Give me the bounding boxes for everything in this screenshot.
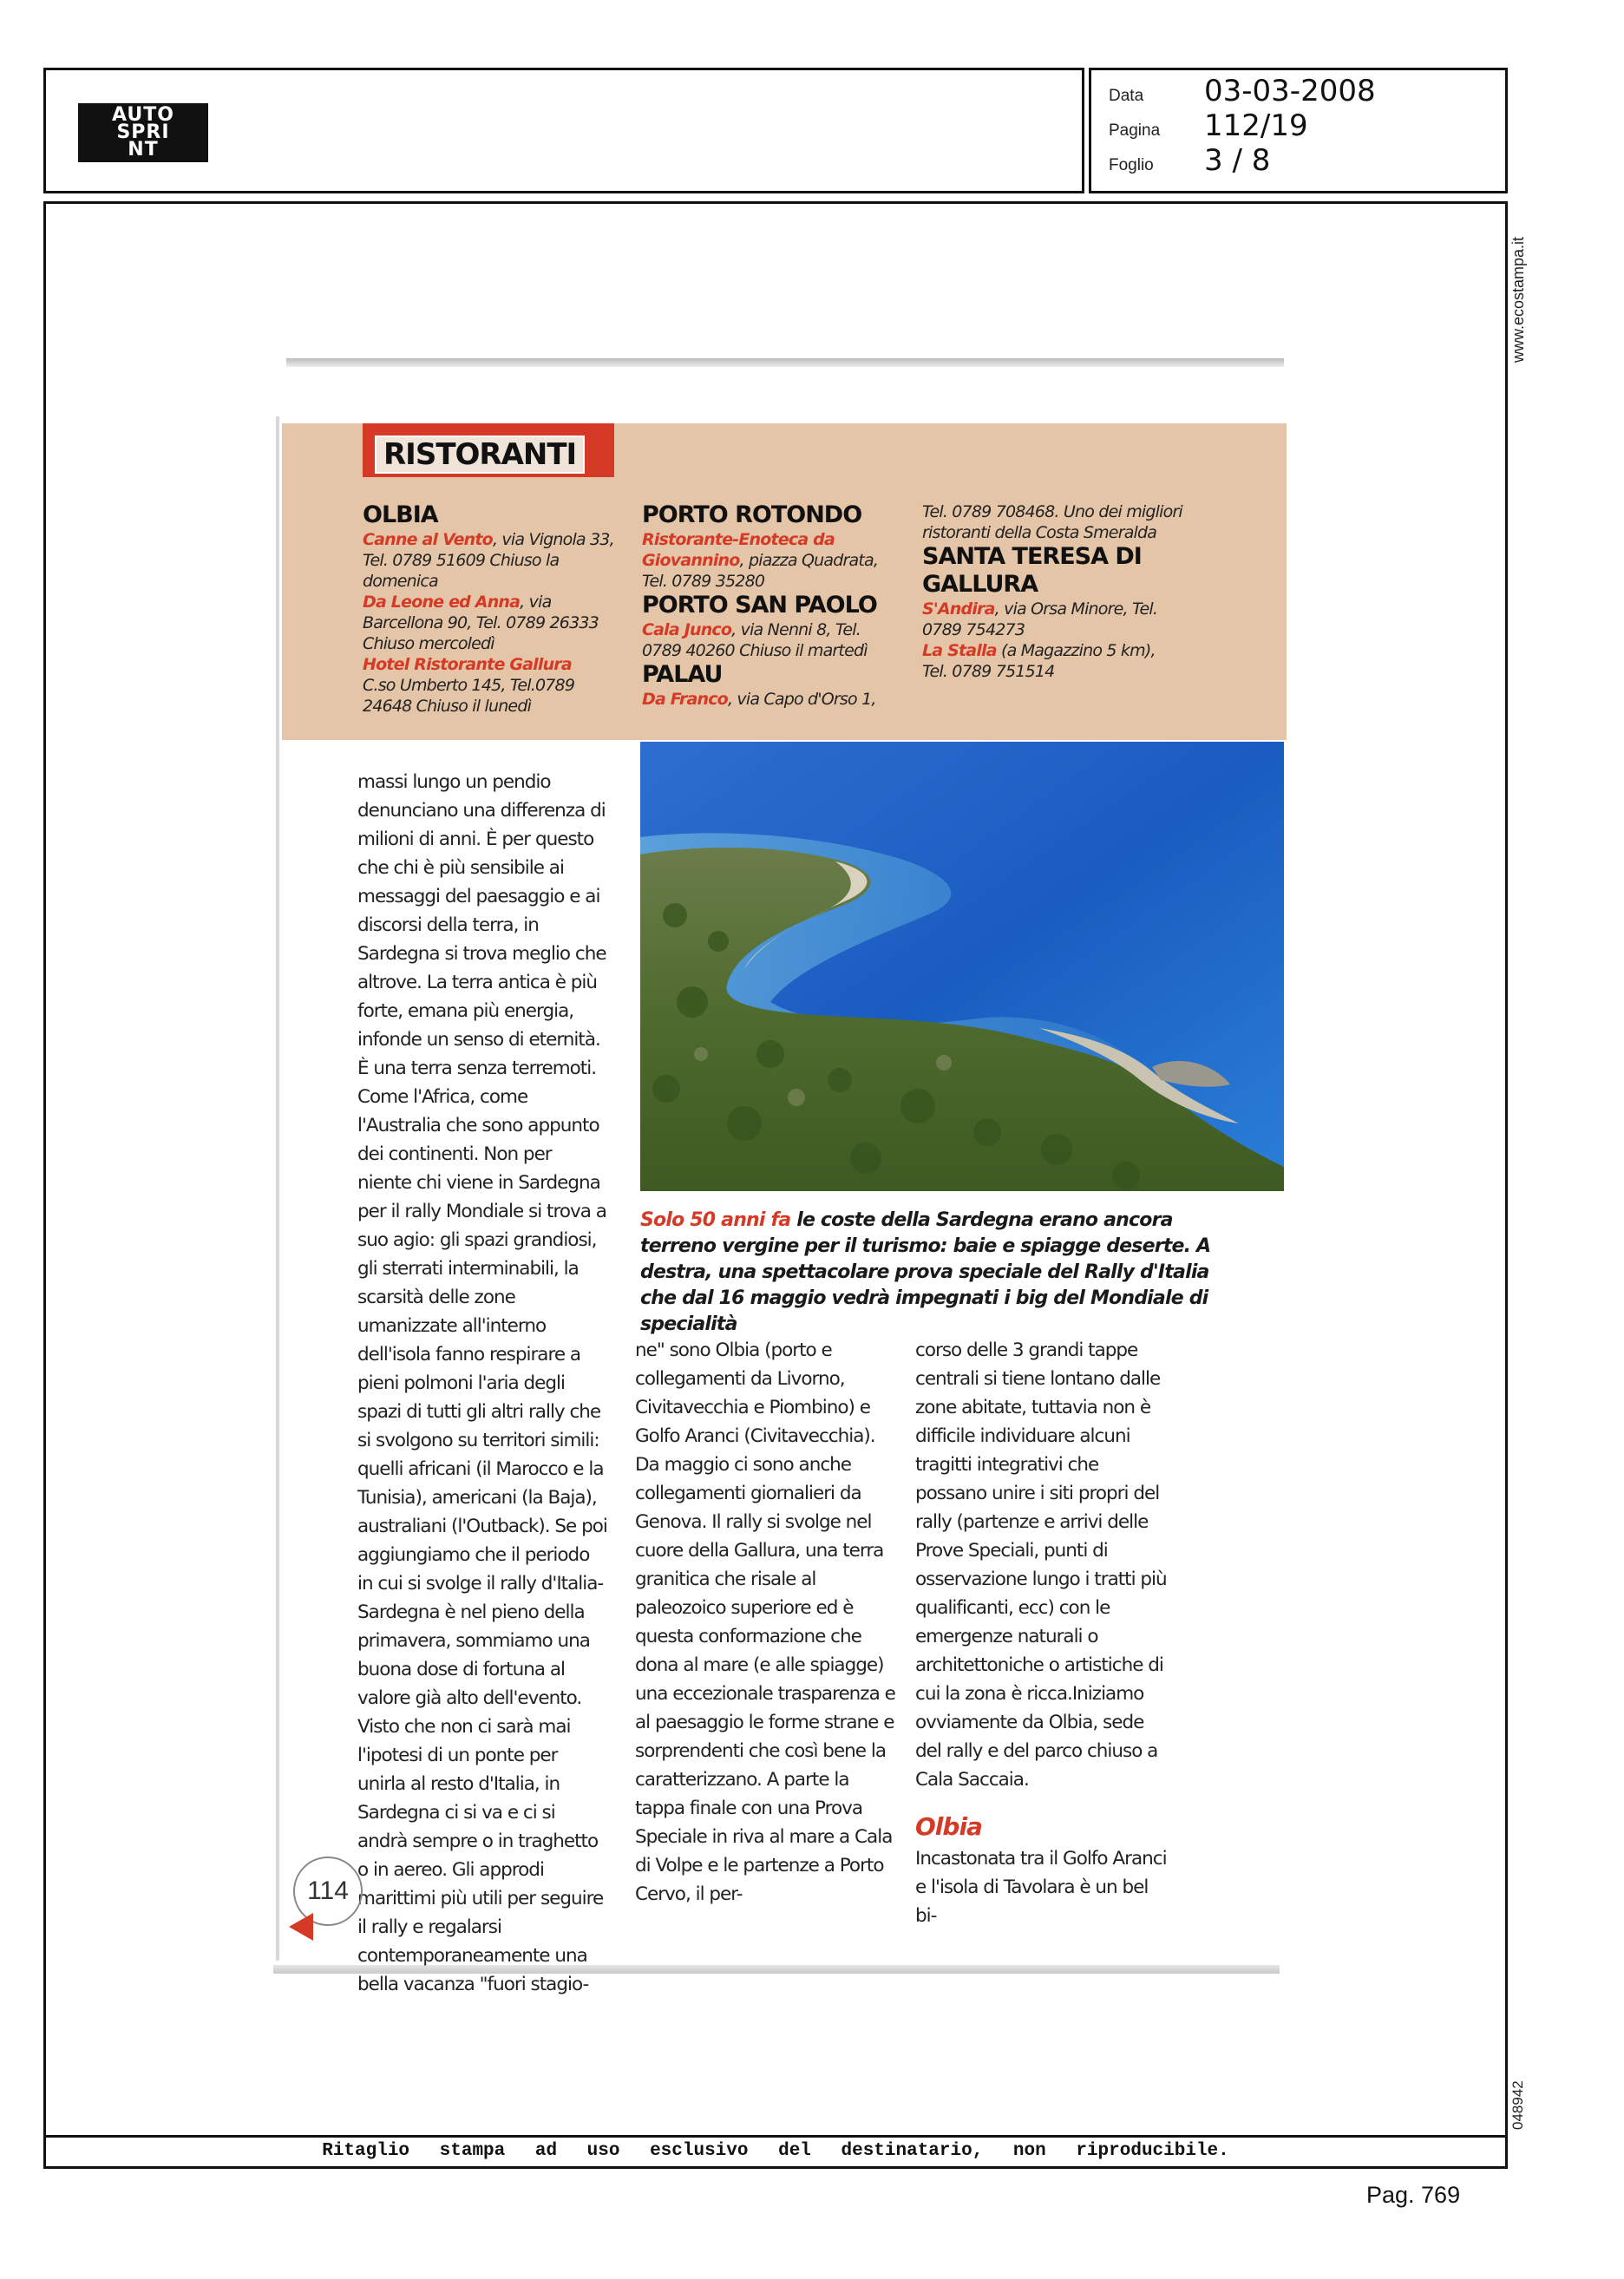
restaurant-entry	[363, 592, 623, 654]
restaurant-name: S'Andira	[922, 599, 995, 619]
restaurant-name: Hotel Ristorante Gallura	[363, 655, 572, 674]
restaurant-info: C.so Umberto 145, Tel.0789 24648 Chiuso il lunedì	[363, 676, 575, 716]
restaurant-info: , via Nenni 8, Tel. 0789 40260 Chiuso il martedì	[642, 620, 868, 660]
restaurant-entry	[922, 640, 1182, 682]
restaurant-name: Cala Junco	[642, 620, 732, 639]
meta-pagina-row	[1109, 108, 1308, 143]
page-number: 114	[293, 1857, 363, 1926]
logo-line: NT	[128, 139, 159, 160]
clipping-left-edge	[276, 416, 279, 1961]
city-heading: PORTO SAN PAOLO	[642, 592, 877, 619]
restaurant-info: , via Vignola 33, Tel. 0789 51609 Chiuso la domenica	[363, 530, 614, 591]
city-heading: PORTO ROTONDO	[642, 501, 862, 528]
page-marker-icon	[289, 1913, 313, 1941]
meta-data-row	[1109, 74, 1376, 108]
disclaimer: Ritaglio stampa ad uso esclusivo del destinatario, non riproducibile.	[322, 2141, 1229, 2161]
logo-line: SPRI	[116, 121, 170, 143]
restaurant-info: , via Capo d'Orso 1,	[727, 690, 876, 709]
restaurant-info: (a Magazzino 5 km), Tel. 0789 751514	[922, 641, 1156, 681]
data-label: Data	[1109, 87, 1144, 105]
data-value: 03-03-2008	[1204, 74, 1376, 108]
restaurant-info: , via Orsa Minore, Tel. 0789 754273	[922, 599, 1158, 639]
article-paragraph: Incastonata tra il Golfo Aranci e l'isola di Tavolara è un bel bi-	[915, 1848, 1167, 1927]
caption-highlight: Solo 50 anni fa	[640, 1209, 791, 1231]
article-paragraph: massi lungo un pendio denunciano una differenza di milioni di anni. È per questo che chi è più sensibile ai messaggi del paesaggio e ai discorsi della terra, in Sardegna si trova meglio che altrove. La terra antica è più forte, emana più energia, infonde un senso di eternità. È una terra senza terremoti. Come l'Africa, come l'Australia che sono appunto dei continenti. Non per niente chi viene in Sardegna per il rally Mondiale si trova a suo agio: gli spazi grandiosi, gli sterrati interminabili, la scarsità delle zone umanizzate all'interno dell'isola fanno respirare a pieni polmoni l'aria degli spazi di tutti gli altri rally che si svolgono su territori simili: quelli africani (il Marocco e la Tunisia), americani (la Baja), australiani (l'Outback). Se poi aggiungiamo che il periodo in cui si svolge il rally d'Italia-Sardegna è nel pieno della primavera, sommiamo una buona dose di fortuna al valore già alto dell'evento. Visto che non ci sarà mai l'ipotesi di un ponte per unirla al resto d'Italia, in Sardegna ci si va e ci si andrà sempre o in traghetto o in aereo. Gli approdi marittimi più utili per seguire il rally e regalarsi contemporaneamente una bella vacanza "fuori stagio-	[357, 771, 607, 1995]
restaurant-entry	[642, 619, 902, 661]
meta-foglio-row	[1109, 143, 1270, 178]
article-column-3	[915, 1336, 1167, 1930]
article-paragraph: corso delle 3 grandi tappe centrali si tiene lontano dalle zone abitate, tuttavia non è difficile individuare alcuni tragitti integrativi che possano unire i siti propri del rally (partenze e arrivi delle Prove Speciali, punti di osservazione lungo i tratti più qualificanti, ecc) con le emergenze naturali o architettoniche o artistiche di cui la zona è ricca.Iniziamo ovviamente da Olbia, sede del rally e del parco chiuso a Cala Saccaia.	[915, 1339, 1167, 1791]
logo-line: AUTO	[112, 104, 174, 126]
autosprint-logo	[78, 103, 208, 162]
side-url: www.ecostampa.it	[1509, 236, 1527, 363]
restaurant-info: , via Barcellona 90, Tel. 0789 26333 Chiuso mercoledì	[363, 593, 599, 653]
restaurant-info: , piazza Quadrata, Tel. 0789 35280	[642, 551, 879, 591]
archive-page-number: Pag. 769	[1366, 2182, 1461, 2208]
photo-caption	[640, 1208, 1247, 1338]
ristoranti-column-2	[642, 501, 902, 710]
caption-text: le coste della Sardegna erano ancora terreno vergine per il turismo: baie e spiagge deserte. A destra, una spettacolare prova speciale del Rally d'Italia che dal 16 maggio vedrà impegnati i big del Mondiale di specialità	[640, 1209, 1211, 1335]
city-heading: SANTA TERESA DI GALLURA	[922, 543, 1142, 598]
pagina-label: Pagina	[1109, 121, 1161, 140]
restaurant-entry	[642, 529, 902, 592]
restaurant-name: Canne al Vento	[363, 530, 493, 549]
restaurant-entry	[363, 529, 623, 592]
coastline-photo	[640, 742, 1284, 1191]
ristoranti-column-3	[922, 501, 1182, 682]
pagina-value: 112/19	[1204, 108, 1308, 143]
restaurant-entry	[642, 689, 902, 710]
ristoranti-column-1	[363, 501, 623, 717]
coastline-illustration	[640, 742, 1284, 1191]
restaurant-name: La Stalla	[922, 641, 997, 660]
article-column-2	[635, 1336, 895, 1909]
restaurant-entry	[922, 599, 1182, 640]
article-column-1	[357, 768, 609, 1999]
restaurant-name: Da Franco	[642, 690, 728, 709]
restaurant-name: Ristorante-Enoteca da Giovannino	[642, 530, 835, 570]
foglio-label: Foglio	[1109, 156, 1154, 174]
clipping-top-edge	[286, 358, 1284, 367]
side-code: 048942	[1509, 2080, 1526, 2130]
ristoranti-tab	[363, 423, 614, 477]
ristoranti-title: RISTORANTI	[375, 435, 585, 474]
foglio-value: 3 / 8	[1204, 143, 1271, 178]
city-heading: PALAU	[642, 661, 723, 688]
footer-strip	[43, 2138, 1508, 2169]
city-heading: OLBIA	[363, 501, 438, 528]
article-paragraph: ne" sono Olbia (porto e collegamenti da Livorno, Civitavecchia e Piombino) e Golfo Aranci (Civitavecchia). Da maggio ci sono anche collegamenti giornalieri da Genova. Il rally si svolge nel cuore della Gallura, una terra granitica che risale al paleozoico superiore ed è questa conformazione che dona al mare (e alle spiagge) una eccezionale trasparenza e al paesaggio le forme strane e sorprendenti che così bene la caratterizzano. A parte la tappa finale con una Prova Speciale in riva al mare a Cala di Volpe e le partenze a Porto Cervo, il per-	[635, 1339, 895, 1905]
restaurant-info: Tel. 0789 708468. Uno dei migliori ristoranti della Costa Smeralda	[922, 502, 1182, 542]
meta-box	[1089, 68, 1508, 193]
article-subhead: Olbia	[915, 1812, 982, 1841]
restaurant-name: Da Leone ed Anna	[363, 593, 521, 612]
